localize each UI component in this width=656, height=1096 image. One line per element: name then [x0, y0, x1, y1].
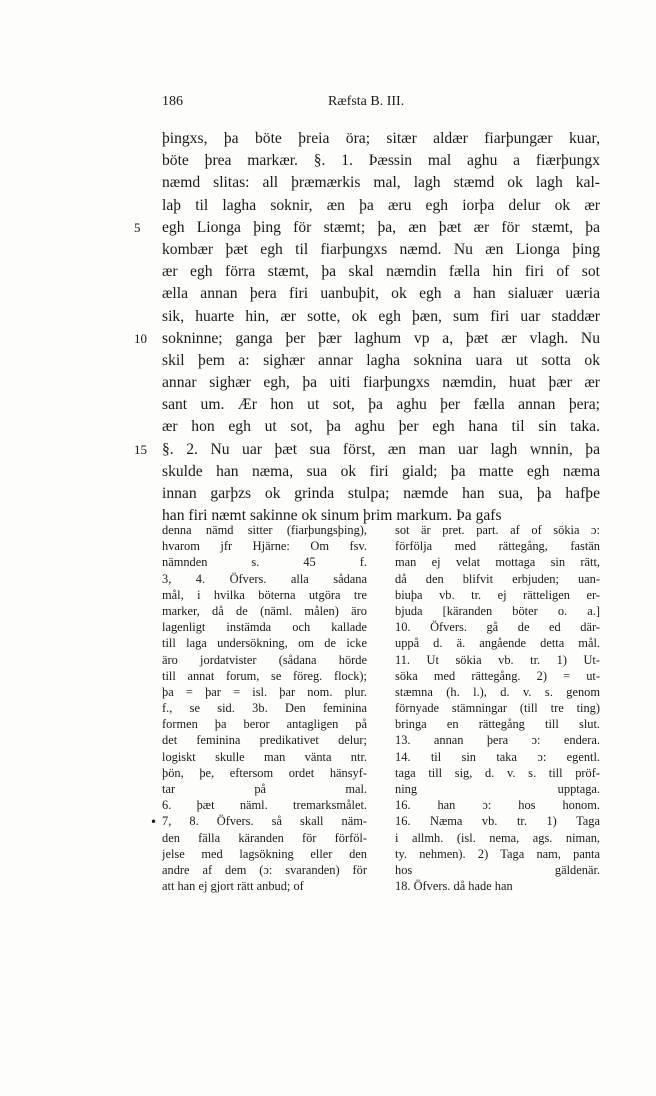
note-line: þön, þe, eftersom ordet hänsyf- [162, 765, 367, 780]
note-line: tar på mal. [162, 782, 367, 796]
note-line: 13. annan þera ɔ: endera. [395, 733, 600, 748]
line-text: næmd slitas: all þræmærkis mal, lagh stæmd ok lagh kal- [162, 174, 600, 192]
line-text: skil þem a: sighær annar lagha soknina uara ut sotta ok [162, 351, 600, 369]
text-line [162, 195, 600, 217]
note-line: den fälla käranden för förföl- [162, 830, 367, 845]
main-text [134, 128, 600, 527]
note-line: logiskt skulle man vänta ntr. [162, 749, 367, 764]
text-line [162, 128, 600, 150]
line-text: annar sighær egh, þa uiti fiarþungxs næmdin, huat þær ær [162, 374, 600, 392]
note-line: 16. han ɔ: hos honom. [395, 798, 600, 813]
note-line: mål, i hvilka böterna utgöra tre [162, 587, 367, 602]
line-text: ær egh förra stæmt, þa skal næmdin fælla hin firi of sot [162, 263, 600, 281]
note-line: jelse med lagsökning eller den [162, 846, 367, 861]
text-line [134, 439, 600, 461]
line-text: han firi næmt sakinne ok sinum þrim markum. Þa gafs [162, 507, 502, 525]
note-line: 16. Næma vb. tr. 1) Taga [395, 814, 600, 829]
line-number: 10 [134, 330, 147, 346]
text-line [134, 217, 600, 239]
line-text: böte þrea markær. §. 1. Þæssin mal aghu a fiærþungx [162, 152, 600, 170]
note-line: förfölja med rättegång, fastän [395, 539, 600, 554]
note-line: ty. nehmen). 2) Taga nam, panta [395, 846, 600, 861]
page-number: 186 [162, 94, 183, 109]
text-line [162, 150, 600, 172]
note-line: sot är pret. part. af of sökia ɔ: [395, 523, 600, 537]
text-line [134, 328, 600, 350]
page-header [162, 94, 562, 114]
note-line: i allmh. (isl. nema, ags. niman, [395, 830, 600, 845]
line-text: ær hon egh ut sot, þa aghu þer egh hana til sin taka. [162, 418, 600, 436]
note-line: bringa en rättegång till slut. [395, 717, 600, 732]
line-text: §. 2. Nu uar þæt sua först, æn man uar lagh wnnin, þa [162, 440, 600, 458]
note-line: bjuda [käranden böter o. a.] [395, 603, 600, 618]
note-line: 6. þæt näml. tremarksmålet. [162, 798, 367, 813]
line-text: skulde han næma, sua ok firi giald; þa matte egh næma [162, 462, 600, 480]
line-number: 5 [134, 219, 141, 235]
note-line: förnyade stämningar (till tre ting) [395, 701, 600, 716]
text-line [162, 394, 600, 416]
text-line [162, 306, 600, 328]
note-line: 11. Ut sökia vb. tr. 1) Ut- [395, 652, 600, 667]
note-line: 18. Öfvers. då hade han [395, 879, 513, 894]
note-line: det feminina predikativet delur; [162, 733, 367, 748]
line-text: laþ til lagha soknir, æn þa æru egh iorþa delur ok ær [162, 196, 600, 214]
line-text: ælla annan þera firi uanbuþit, ok egh a han sialuær uæria [162, 285, 600, 303]
line-text: kombær þæt egh til fiarþungxs næmd. Nu æn Lionga þing [162, 240, 600, 258]
line-text: þingxs, þa böte þreia öra; sitær aldær fiarþungær kuar, [162, 130, 600, 147]
note-line: andre af dem (ɔ: svaranden) för [162, 862, 367, 877]
text-line [162, 372, 600, 394]
note-line: 7, 8. Öfvers. så skall näm- [162, 814, 367, 829]
note-line: söka med rättegång. 2) = ut- [395, 668, 600, 683]
text-line [162, 239, 600, 261]
note-line: þa = þar = isl. þar nom. plur. [162, 684, 367, 699]
text-line [162, 483, 600, 505]
line-text: sant um. Ær hon ut sot, þa aghu þer fælla annan þera; [162, 396, 600, 414]
note-line: denna nämd sitter (fiarþungsþing), [162, 523, 367, 537]
footnotes-left-column [162, 522, 367, 894]
running-title: Ræfsta B. III. [328, 94, 405, 109]
note-line: hvarom jfr Hjärne: Om fsv. [162, 539, 367, 554]
note-line: 14. til sin taka ɔ: egentl. [395, 749, 600, 764]
note-line: 3, 4. Öfvers. alla sådana [162, 571, 367, 586]
text-line [162, 461, 600, 483]
note-line: äro jordatvister (sådana hörde [162, 652, 367, 667]
line-text: innan garþzs ok grinda stulpa; næmde han sua, þa hafþe [162, 485, 600, 502]
line-text: sokninne; ganga þer þær laghum vp a, þæt ær vlagh. Nu [162, 329, 600, 347]
text-line [162, 416, 600, 438]
line-number: 15 [134, 441, 147, 457]
note-line: marker, då de (näml. målen) äro [162, 603, 367, 618]
note-line: till laga undersökning, om de icke [162, 636, 367, 651]
note-line: biuþa vb. tr. ej rätteligen er- [395, 587, 600, 602]
text-line [162, 283, 600, 305]
note-line: då den blifvit erbjuden; uan- [395, 571, 600, 586]
note-line: stæmna (h. l.), d. v. s. genom [395, 684, 600, 699]
note-line: lagenligt instämda och kallade [162, 620, 367, 635]
text-line [162, 172, 600, 194]
note-line: att han ej gjort rätt anbud; of [162, 879, 304, 894]
note-line: man ej velat mottaga sin rätt, [395, 555, 600, 570]
note-line: till annat forum, se föreg. flock); [162, 668, 367, 683]
note-line: ning upptaga. [395, 782, 600, 796]
line-text: egh Lionga þing för stæmt; þa, æn þæt ær för stæmt, þa [162, 218, 600, 236]
note-line: uppå d. ä. angående detta mål. [395, 636, 600, 651]
note-line: taga till sig, d. v. s. till pröf- [395, 765, 600, 780]
line-text: sik, huarte hin, ær sotte, ok egh þæn, sum firi uar staddær [162, 307, 600, 325]
text-line [162, 261, 600, 283]
footnotes-right-column [395, 522, 600, 894]
note-line: nämnden s. 45 f. [162, 555, 367, 570]
note-line: hos gäldenär. [395, 862, 600, 877]
text-line [162, 350, 600, 372]
note-line: formen þa beror antagligen på [162, 717, 367, 732]
note-line: 10. Öfvers. gå de ed där- [395, 620, 600, 635]
note-line: f., se sid. 3b. Den feminina [162, 701, 367, 716]
margin-mark: • [150, 815, 158, 829]
